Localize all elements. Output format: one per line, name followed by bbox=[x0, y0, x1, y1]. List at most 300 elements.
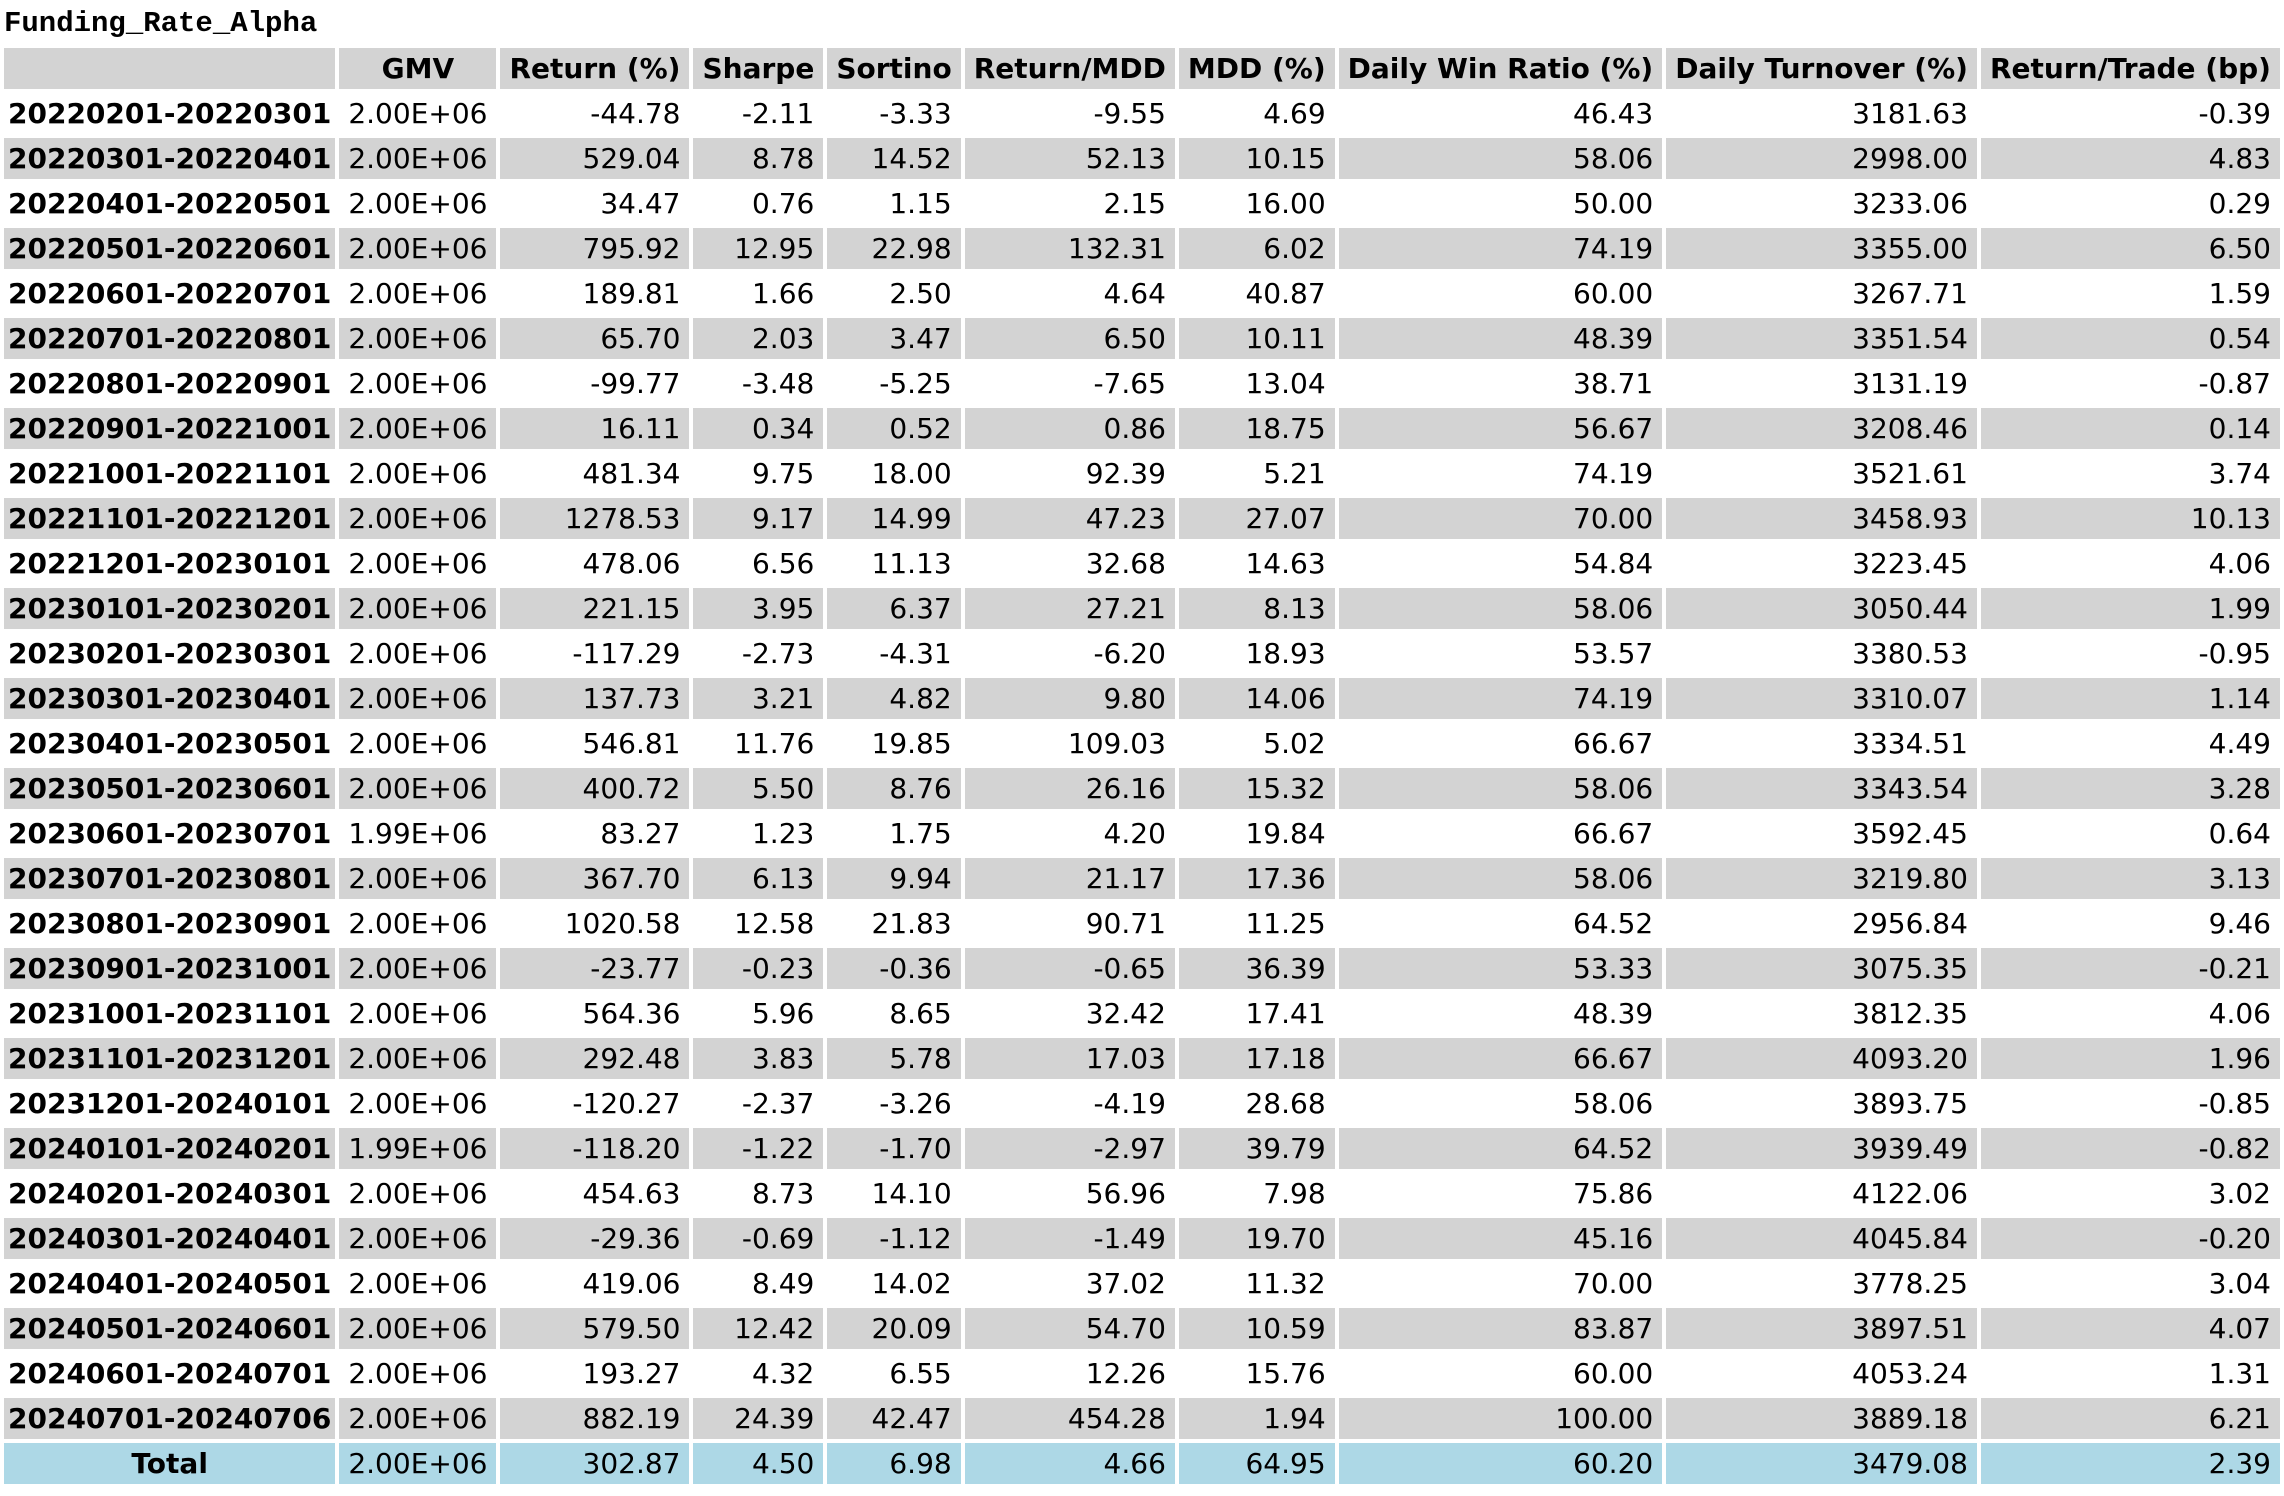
table-title: Funding_Rate_Alpha bbox=[4, 7, 318, 40]
gmv-cell: 2.00E+06 bbox=[339, 318, 496, 359]
value-cell: 5.96 bbox=[751, 997, 815, 1030]
value-cell: 21.83 bbox=[871, 907, 952, 940]
value-cell: 1.96 bbox=[1981, 1038, 2280, 1079]
value-cell: -9.55 bbox=[1093, 97, 1166, 130]
header-cell-period bbox=[4, 48, 335, 89]
period-cell: 20240401-20240501 bbox=[8, 1267, 332, 1300]
value-cell: 4.49 bbox=[2208, 727, 2271, 760]
value-cell: 74.19 bbox=[1339, 678, 1663, 719]
period-cell: 20220901-20221001 bbox=[4, 408, 335, 449]
value-cell: 400.72 bbox=[500, 768, 689, 809]
table-row bbox=[4, 903, 2280, 944]
gmv-cell: 2.00E+06 bbox=[339, 588, 496, 629]
period-cell: 20240201-20240301 bbox=[8, 1177, 332, 1210]
value-cell: 9.80 bbox=[965, 678, 1175, 719]
value-cell: 45.16 bbox=[1339, 1218, 1663, 1259]
value-cell: -3.33 bbox=[879, 97, 952, 130]
column-header: MDD (%) bbox=[1179, 48, 1335, 89]
gmv-cell: 2.00E+06 bbox=[348, 187, 488, 220]
value-cell: 19.85 bbox=[871, 727, 952, 760]
period-cell: 20220701-20220801 bbox=[4, 318, 335, 359]
table-row bbox=[4, 453, 2280, 494]
gmv-cell: 2.00E+06 bbox=[339, 1038, 496, 1079]
value-cell: -0.21 bbox=[1981, 948, 2280, 989]
table-row bbox=[4, 1038, 2280, 1079]
gmv-cell: 1.99E+06 bbox=[339, 1128, 496, 1169]
value-cell: -0.23 bbox=[693, 948, 823, 989]
value-cell: 3.83 bbox=[693, 1038, 823, 1079]
value-cell: 579.50 bbox=[500, 1308, 689, 1349]
value-cell: 40.87 bbox=[1245, 277, 1326, 310]
performance-table bbox=[0, 44, 2284, 1488]
value-cell: 2.50 bbox=[889, 277, 952, 310]
value-cell: 83.27 bbox=[600, 817, 681, 850]
value-cell: -3.26 bbox=[879, 1087, 952, 1120]
value-cell: 3219.80 bbox=[1666, 858, 1977, 899]
value-cell: -1.49 bbox=[965, 1218, 1175, 1259]
period-cell: 20220601-20220701 bbox=[8, 277, 332, 310]
value-cell: 6.50 bbox=[1981, 228, 2280, 269]
table-row bbox=[4, 1083, 2280, 1124]
value-cell: 11.13 bbox=[871, 547, 952, 580]
gmv-cell: 1.99E+06 bbox=[348, 817, 488, 850]
value-cell: 14.06 bbox=[1179, 678, 1335, 719]
column-header: Return/MDD bbox=[965, 48, 1175, 89]
value-cell: 3939.49 bbox=[1666, 1128, 1977, 1169]
value-cell: 39.79 bbox=[1179, 1128, 1335, 1169]
value-cell: 8.76 bbox=[827, 768, 960, 809]
value-cell: 9.94 bbox=[827, 858, 960, 899]
period-cell: 20240101-20240201 bbox=[4, 1128, 335, 1169]
period-cell: 20230101-20230201 bbox=[4, 588, 335, 629]
value-cell: 4.82 bbox=[827, 678, 960, 719]
value-cell: 11.76 bbox=[734, 727, 815, 760]
table-row bbox=[4, 138, 2280, 179]
period-cell: 20231001-20231101 bbox=[8, 997, 332, 1030]
value-cell: 14.52 bbox=[827, 138, 960, 179]
value-cell: 3592.45 bbox=[1852, 817, 1968, 850]
table-row bbox=[4, 948, 2280, 989]
gmv-cell: 2.00E+06 bbox=[339, 408, 496, 449]
value-cell: 454.28 bbox=[965, 1398, 1175, 1439]
value-cell: 1.99 bbox=[1981, 588, 2280, 629]
value-cell: 292.48 bbox=[500, 1038, 689, 1079]
value-cell: 19.70 bbox=[1179, 1218, 1335, 1259]
value-cell: -118.20 bbox=[500, 1128, 689, 1169]
value-cell: 14.10 bbox=[871, 1177, 952, 1210]
value-cell: 4.32 bbox=[751, 1357, 815, 1390]
value-cell: 3075.35 bbox=[1666, 948, 1977, 989]
column-header: Sortino bbox=[827, 48, 960, 89]
value-cell: 17.03 bbox=[965, 1038, 1175, 1079]
value-cell: 20.09 bbox=[827, 1308, 960, 1349]
total-value-cell: 64.95 bbox=[1179, 1443, 1335, 1484]
value-cell: 1.15 bbox=[889, 187, 952, 220]
value-cell: 56.67 bbox=[1339, 408, 1663, 449]
value-cell: 58.06 bbox=[1573, 1087, 1654, 1120]
value-cell: 5.02 bbox=[1263, 727, 1326, 760]
column-header: Sharpe bbox=[693, 48, 823, 89]
table-footer bbox=[4, 1443, 2280, 1484]
value-cell: 15.32 bbox=[1179, 768, 1335, 809]
value-cell: 546.81 bbox=[582, 727, 681, 760]
value-cell: 10.13 bbox=[1981, 498, 2280, 539]
value-cell: -0.69 bbox=[693, 1218, 823, 1259]
value-cell: 3351.54 bbox=[1666, 318, 1977, 359]
value-cell: 66.67 bbox=[1573, 817, 1654, 850]
value-cell: 53.57 bbox=[1573, 637, 1654, 670]
value-cell: 6.50 bbox=[965, 318, 1175, 359]
table-row bbox=[4, 93, 2280, 134]
value-cell: 3897.51 bbox=[1666, 1308, 1977, 1349]
table-row bbox=[4, 1128, 2280, 1169]
value-cell: 4.20 bbox=[1103, 817, 1166, 850]
value-cell: 3223.45 bbox=[1852, 547, 1968, 580]
table-row bbox=[4, 498, 2280, 539]
value-cell: 14.02 bbox=[871, 1267, 952, 1300]
value-cell: 6.37 bbox=[827, 588, 960, 629]
value-cell: 4045.84 bbox=[1666, 1218, 1977, 1259]
table-row bbox=[4, 1353, 2280, 1394]
gmv-cell: 2.00E+06 bbox=[348, 1177, 488, 1210]
value-cell: -120.27 bbox=[572, 1087, 681, 1120]
value-cell: 27.07 bbox=[1179, 498, 1335, 539]
gmv-cell: 2.00E+06 bbox=[339, 498, 496, 539]
value-cell: 52.13 bbox=[965, 138, 1175, 179]
total-label-cell: Total bbox=[4, 1443, 335, 1484]
value-cell: 48.39 bbox=[1573, 997, 1654, 1030]
value-cell: 3521.61 bbox=[1852, 457, 1968, 490]
value-cell: 8.49 bbox=[751, 1267, 815, 1300]
value-cell: 8.73 bbox=[751, 1177, 815, 1210]
table-row bbox=[4, 1218, 2280, 1259]
gmv-cell: 2.00E+06 bbox=[348, 1267, 488, 1300]
value-cell: 4.69 bbox=[1263, 97, 1326, 130]
value-cell: -0.20 bbox=[1981, 1218, 2280, 1259]
value-cell: 37.02 bbox=[1085, 1267, 1166, 1300]
gmv-cell: 2.00E+06 bbox=[348, 907, 488, 940]
gmv-cell: 2.00E+06 bbox=[348, 97, 488, 130]
value-cell: 12.42 bbox=[693, 1308, 823, 1349]
value-cell: 3310.07 bbox=[1666, 678, 1977, 719]
value-cell: 8.65 bbox=[889, 997, 952, 1030]
value-cell: 22.98 bbox=[827, 228, 960, 269]
value-cell: 90.71 bbox=[1085, 907, 1166, 940]
value-cell: 58.06 bbox=[1339, 768, 1663, 809]
total-value-cell: 6.98 bbox=[827, 1443, 960, 1484]
total-row bbox=[4, 1443, 2280, 1484]
value-cell: -2.37 bbox=[741, 1087, 815, 1120]
value-cell: -1.70 bbox=[827, 1128, 960, 1169]
value-cell: 4053.24 bbox=[1852, 1357, 1968, 1390]
value-cell: 53.33 bbox=[1339, 948, 1663, 989]
value-cell: 70.00 bbox=[1339, 498, 1663, 539]
value-cell: 6.55 bbox=[889, 1357, 952, 1390]
value-cell: 21.17 bbox=[965, 858, 1175, 899]
column-header: Return (%) bbox=[500, 48, 689, 89]
table-row bbox=[4, 633, 2280, 674]
value-cell: 10.15 bbox=[1179, 138, 1335, 179]
gmv-cell: 2.00E+06 bbox=[348, 277, 488, 310]
value-cell: 36.39 bbox=[1179, 948, 1335, 989]
value-cell: 3812.35 bbox=[1852, 997, 1968, 1030]
value-cell: 4.07 bbox=[1981, 1308, 2280, 1349]
period-cell: 20220301-20220401 bbox=[4, 138, 335, 179]
table-row bbox=[4, 183, 2280, 224]
value-cell: -4.19 bbox=[1093, 1087, 1166, 1120]
period-cell: 20240301-20240401 bbox=[4, 1218, 335, 1259]
value-cell: -1.22 bbox=[693, 1128, 823, 1169]
value-cell: 50.00 bbox=[1573, 187, 1654, 220]
value-cell: 4.83 bbox=[1981, 138, 2280, 179]
value-cell: 1.14 bbox=[1981, 678, 2280, 719]
table-row bbox=[4, 768, 2280, 809]
value-cell: 24.39 bbox=[693, 1398, 823, 1439]
value-cell: 10.11 bbox=[1179, 318, 1335, 359]
value-cell: 58.06 bbox=[1339, 138, 1663, 179]
value-cell: 14.63 bbox=[1245, 547, 1326, 580]
value-cell: 137.73 bbox=[500, 678, 689, 719]
gmv-cell: 2.00E+06 bbox=[339, 138, 496, 179]
value-cell: 3778.25 bbox=[1852, 1267, 1968, 1300]
value-cell: 2956.84 bbox=[1852, 907, 1968, 940]
period-cell: 20230401-20230501 bbox=[8, 727, 332, 760]
value-cell: 3.47 bbox=[827, 318, 960, 359]
value-cell: -1.12 bbox=[827, 1218, 960, 1259]
total-value-cell: 60.20 bbox=[1339, 1443, 1663, 1484]
value-cell: 3181.63 bbox=[1852, 97, 1968, 130]
value-cell: 65.70 bbox=[500, 318, 689, 359]
value-cell: 19.84 bbox=[1245, 817, 1326, 850]
value-cell: 1020.58 bbox=[564, 907, 681, 940]
period-cell: 20240601-20240701 bbox=[8, 1357, 332, 1390]
value-cell: 3343.54 bbox=[1666, 768, 1977, 809]
table-row bbox=[4, 363, 2280, 404]
gmv-cell: 2.00E+06 bbox=[339, 1218, 496, 1259]
table-row bbox=[4, 993, 2280, 1034]
value-cell: 8.78 bbox=[693, 138, 823, 179]
table-row bbox=[4, 813, 2280, 854]
value-cell: 6.21 bbox=[1981, 1398, 2280, 1439]
gmv-cell: 2.00E+06 bbox=[339, 948, 496, 989]
value-cell: -29.36 bbox=[500, 1218, 689, 1259]
value-cell: 64.52 bbox=[1339, 1128, 1663, 1169]
value-cell: 54.84 bbox=[1573, 547, 1654, 580]
value-cell: 5.50 bbox=[693, 768, 823, 809]
value-cell: -5.25 bbox=[879, 367, 952, 400]
value-cell: -2.73 bbox=[741, 637, 815, 670]
total-value-cell: 3479.08 bbox=[1666, 1443, 1977, 1484]
value-cell: 17.18 bbox=[1179, 1038, 1335, 1079]
gmv-cell: 2.00E+06 bbox=[348, 547, 488, 580]
value-cell: 454.63 bbox=[582, 1177, 681, 1210]
value-cell: 1.75 bbox=[889, 817, 952, 850]
table-header bbox=[4, 48, 2280, 89]
value-cell: 70.00 bbox=[1573, 1267, 1654, 1300]
value-cell: 46.43 bbox=[1573, 97, 1654, 130]
total-value-cell: 302.87 bbox=[500, 1443, 689, 1484]
value-cell: 54.70 bbox=[965, 1308, 1175, 1349]
value-cell: 1.66 bbox=[751, 277, 815, 310]
total-value-cell: 2.39 bbox=[1981, 1443, 2280, 1484]
value-cell: 3233.06 bbox=[1852, 187, 1968, 220]
value-cell: 3.74 bbox=[2208, 457, 2271, 490]
total-value-cell: 4.66 bbox=[965, 1443, 1175, 1484]
value-cell: -117.29 bbox=[572, 637, 681, 670]
value-cell: 17.41 bbox=[1245, 997, 1326, 1030]
period-cell: 20230501-20230601 bbox=[4, 768, 335, 809]
value-cell: 1.31 bbox=[2208, 1357, 2271, 1390]
value-cell: 32.42 bbox=[1085, 997, 1166, 1030]
value-cell: 7.98 bbox=[1263, 1177, 1326, 1210]
value-cell: 74.19 bbox=[1573, 457, 1654, 490]
value-cell: 74.19 bbox=[1339, 228, 1663, 269]
value-cell: 12.58 bbox=[734, 907, 815, 940]
value-cell: 60.00 bbox=[1573, 1357, 1654, 1390]
value-cell: 0.64 bbox=[2208, 817, 2271, 850]
value-cell: 564.36 bbox=[582, 997, 681, 1030]
value-cell: 3893.75 bbox=[1852, 1087, 1968, 1120]
value-cell: -0.87 bbox=[2198, 367, 2271, 400]
value-cell: -7.65 bbox=[1093, 367, 1166, 400]
table-row bbox=[4, 858, 2280, 899]
table-row bbox=[4, 228, 2280, 269]
value-cell: 132.31 bbox=[965, 228, 1175, 269]
value-cell: -44.78 bbox=[590, 97, 681, 130]
value-cell: 16.00 bbox=[1245, 187, 1326, 220]
gmv-cell: 2.00E+06 bbox=[339, 768, 496, 809]
value-cell: 9.17 bbox=[693, 498, 823, 539]
value-cell: 0.29 bbox=[2208, 187, 2271, 220]
value-cell: 3380.53 bbox=[1852, 637, 1968, 670]
value-cell: 66.67 bbox=[1339, 1038, 1663, 1079]
value-cell: 17.36 bbox=[1179, 858, 1335, 899]
value-cell: 4.64 bbox=[1103, 277, 1166, 310]
table-row bbox=[4, 1398, 2280, 1439]
column-header: Daily Turnover (%) bbox=[1666, 48, 1977, 89]
period-cell: 20221001-20221101 bbox=[8, 457, 332, 490]
value-cell: 3.02 bbox=[2208, 1177, 2271, 1210]
value-cell: 27.21 bbox=[965, 588, 1175, 629]
period-cell: 20240701-20240706 bbox=[4, 1398, 335, 1439]
value-cell: 92.39 bbox=[1085, 457, 1166, 490]
value-cell: 193.27 bbox=[582, 1357, 681, 1390]
value-cell: 0.54 bbox=[1981, 318, 2280, 359]
value-cell: 2998.00 bbox=[1666, 138, 1977, 179]
table-row bbox=[4, 318, 2280, 359]
period-cell: 20230801-20230901 bbox=[8, 907, 332, 940]
column-header: Return/Trade (bp) bbox=[1981, 48, 2280, 89]
column-header: Daily Win Ratio (%) bbox=[1339, 48, 1663, 89]
value-cell: 26.16 bbox=[965, 768, 1175, 809]
value-cell: 0.52 bbox=[827, 408, 960, 449]
value-cell: 11.32 bbox=[1245, 1267, 1326, 1300]
period-cell: 20230201-20230301 bbox=[8, 637, 332, 670]
value-cell: 38.71 bbox=[1573, 367, 1654, 400]
period-cell: 20231201-20240101 bbox=[8, 1087, 332, 1120]
total-gmv-cell: 2.00E+06 bbox=[339, 1443, 496, 1484]
table-row bbox=[4, 678, 2280, 719]
header-row bbox=[4, 48, 2280, 89]
table-row bbox=[4, 723, 2280, 764]
value-cell: -0.39 bbox=[2198, 97, 2271, 130]
value-cell: 11.25 bbox=[1245, 907, 1326, 940]
value-cell: 47.23 bbox=[965, 498, 1175, 539]
period-cell: 20221201-20230101 bbox=[8, 547, 332, 580]
value-cell: 3.04 bbox=[2208, 1267, 2271, 1300]
value-cell: 3889.18 bbox=[1666, 1398, 1977, 1439]
value-cell: -23.77 bbox=[500, 948, 689, 989]
value-cell: 3.28 bbox=[1981, 768, 2280, 809]
value-cell: 18.93 bbox=[1245, 637, 1326, 670]
value-cell: 83.87 bbox=[1339, 1308, 1663, 1349]
value-cell: 4.06 bbox=[2208, 547, 2271, 580]
period-cell: 20220501-20220601 bbox=[4, 228, 335, 269]
table-row bbox=[4, 1263, 2280, 1304]
value-cell: 1.23 bbox=[751, 817, 815, 850]
value-cell: 189.81 bbox=[582, 277, 681, 310]
value-cell: 795.92 bbox=[500, 228, 689, 269]
value-cell: 34.47 bbox=[600, 187, 681, 220]
value-cell: 9.75 bbox=[751, 457, 815, 490]
table-row bbox=[4, 1308, 2280, 1349]
value-cell: 6.02 bbox=[1179, 228, 1335, 269]
table-row bbox=[4, 1173, 2280, 1214]
value-cell: 478.06 bbox=[582, 547, 681, 580]
table-row bbox=[4, 588, 2280, 629]
gmv-cell: 2.00E+06 bbox=[339, 1398, 496, 1439]
period-cell: 20240501-20240601 bbox=[4, 1308, 335, 1349]
value-cell: 6.13 bbox=[693, 858, 823, 899]
value-cell: 42.47 bbox=[827, 1398, 960, 1439]
gmv-cell: 2.00E+06 bbox=[339, 858, 496, 899]
value-cell: 75.86 bbox=[1573, 1177, 1654, 1210]
period-cell: 20220201-20220301 bbox=[8, 97, 332, 130]
value-cell: 18.00 bbox=[871, 457, 952, 490]
value-cell: -0.36 bbox=[827, 948, 960, 989]
value-cell: -2.97 bbox=[965, 1128, 1175, 1169]
value-cell: 4093.20 bbox=[1666, 1038, 1977, 1079]
value-cell: 5.21 bbox=[1263, 457, 1326, 490]
value-cell: 12.95 bbox=[693, 228, 823, 269]
value-cell: -4.31 bbox=[879, 637, 952, 670]
value-cell: 2.03 bbox=[693, 318, 823, 359]
table-row bbox=[4, 408, 2280, 449]
gmv-cell: 2.00E+06 bbox=[339, 228, 496, 269]
gmv-cell: 2.00E+06 bbox=[348, 367, 488, 400]
gmv-cell: 2.00E+06 bbox=[348, 727, 488, 760]
value-cell: 0.76 bbox=[751, 187, 815, 220]
period-cell: 20221101-20221201 bbox=[4, 498, 335, 539]
value-cell: 3.95 bbox=[693, 588, 823, 629]
value-cell: 1.94 bbox=[1179, 1398, 1335, 1439]
value-cell: 419.06 bbox=[582, 1267, 681, 1300]
value-cell: 3208.46 bbox=[1666, 408, 1977, 449]
period-cell: 20230901-20231001 bbox=[4, 948, 335, 989]
value-cell: -3.48 bbox=[741, 367, 815, 400]
value-cell: 64.52 bbox=[1573, 907, 1654, 940]
gmv-cell: 2.00E+06 bbox=[348, 457, 488, 490]
value-cell: 8.13 bbox=[1179, 588, 1335, 629]
value-cell: 3458.93 bbox=[1666, 498, 1977, 539]
value-cell: 3334.51 bbox=[1852, 727, 1968, 760]
table-body bbox=[4, 93, 2280, 1439]
value-cell: 56.96 bbox=[1085, 1177, 1166, 1210]
value-cell: 32.68 bbox=[1085, 547, 1166, 580]
value-cell: 367.70 bbox=[500, 858, 689, 899]
value-cell: -99.77 bbox=[590, 367, 681, 400]
value-cell: 66.67 bbox=[1573, 727, 1654, 760]
